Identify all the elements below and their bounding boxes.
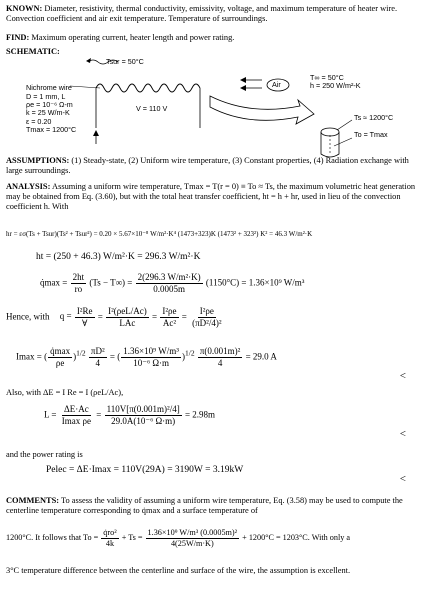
power-text: and the power rating is (6, 450, 83, 459)
hr-equation: hr = εσ(Ts + Tsur)(Ts² + Tsur²) = 0.20 × 5.67×10⁻⁸ W/m²·K⁴ (1473+323)K (1473² + 323²) K² = 46.3 W/m²·K (6, 230, 313, 238)
qmax-fraction-2 (136, 272, 203, 295)
result-marker-power: < (399, 473, 406, 485)
comments-label: COMMENTS: (6, 496, 60, 505)
imax-rhs: = 29.0 A (245, 351, 277, 362)
to-label: To = Tmax (354, 130, 388, 139)
length-fraction-2 (105, 404, 182, 427)
q-def-fraction-1 (75, 306, 95, 329)
imax-f1-num: q̇max (50, 346, 71, 356)
voltage-label: V = 110 V (136, 104, 168, 113)
air-h-label: h = 250 W/m²-K (310, 81, 361, 90)
result-marker-length: < (399, 428, 406, 440)
qmax-rhs: (1150°C) = 1.36×10⁹ W/m³ (205, 277, 305, 288)
known-text: Diameter, resistivity, thermal conductivity, emissivity, voltage, and maximum temperature of heater wire. Convection coefficient and air exit temperature. Temperature of surroundings. (6, 4, 398, 24)
q-def-f3-num: I²ρe (162, 306, 177, 316)
q-def-lhs: q = (59, 311, 72, 322)
find-paragraph (6, 33, 420, 43)
qmax-f2-num: 2(296.3 W/m²·K) (137, 272, 201, 282)
length-equation: L = $\frac{\Delta E\cdot Ac}{\text{Imax ρe}}$ = $\frac{\text{110V[π(0.001m)²/4]}}{\text{29.0A(10⁻⁶ Ω·m)}}$ = 2.98m (44, 404, 216, 426)
length-lhs: L = (44, 409, 57, 420)
q-def-f2-den: LAc (119, 317, 136, 328)
length-f2-num: 110V[π(0.001m)²/4] (106, 404, 180, 414)
air-label: Air (272, 80, 281, 89)
air-temp-label: T∞ = 50°C (310, 73, 344, 82)
qmax-lhs: q̇max = (40, 277, 68, 288)
q-def-fraction-4 (190, 306, 223, 329)
known-paragraph (6, 4, 420, 24)
qmax-f1-den: ro (74, 283, 83, 294)
q-def-f1-num: I²Re (76, 306, 93, 316)
centerline-eq-a: 1200°C. It follows that To = (6, 533, 99, 543)
wire-prop-diameter: D = 1 mm, L (26, 92, 66, 101)
assumptions-text: (1) Steady-state, (2) Uniform wire temperature, (3) Constant properties, (4) Radiation exchange with large surroundings. (6, 156, 409, 176)
length-f1-den: Imax ρe (61, 415, 91, 426)
closing-text: 3°C temperature difference between the centerline and surface of the wire, the assumption is excellent. (6, 566, 351, 575)
imax-pow-1: 1/2 (76, 348, 86, 358)
centerline-fraction-2 (146, 528, 240, 549)
also-text: Also, with ΔE = I Re = I (ρeL/Ac), (6, 388, 124, 397)
centerline-f2-num: 1.36×10⁹ W/m³ (0.0005m)² (147, 528, 238, 537)
known-label: KNOWN: (6, 4, 43, 13)
imax-fraction-3 (121, 346, 181, 369)
centerline-eq-b: + Ts = (121, 533, 143, 543)
imax-f1-den: ρe (55, 357, 65, 368)
hence-text: Hence, with (6, 311, 50, 322)
q-def-eq-3: = (181, 311, 187, 322)
power-equation: Pelec = ΔE·Imax = 110V(29A) = 3190W = 3.19kW (46, 465, 244, 475)
length-rhs: = 2.98m (184, 409, 216, 420)
analysis-paragraph (6, 182, 420, 212)
centerline-equation (6, 528, 350, 549)
find-text: Maximum operating current, heater length and power rating. (31, 33, 235, 42)
assumptions-paragraph (6, 156, 420, 176)
imax-f4-num: π(0.001m)² (199, 346, 241, 356)
imax-fraction-4 (198, 346, 243, 369)
ts-label: Ts ≈ 1200°C (354, 113, 394, 122)
imax-f2-den: 4 (95, 357, 101, 368)
q-def-eq-1: = (97, 311, 103, 322)
imax-f2-num: πD² (90, 346, 105, 356)
wire-prop-emissivity: ε = 0.20 (26, 117, 52, 126)
length-f2-den: 29.0A(10⁻⁶ Ω·m) (111, 415, 176, 426)
qmax-f2-den: 0.0005m (153, 283, 186, 294)
qmax-mid: (Ts − T∞) = (89, 277, 133, 288)
centerline-f1-den: 4k (105, 538, 115, 548)
q-def-f2-num: I²(ρeL/Ac) (108, 306, 147, 316)
schematic-label: SCHEMATIC: (6, 47, 60, 56)
comments-text: To assess the validity of assuming a uniform wire temperature, Eq. (3.58) may be used to compute the centerline temperature corresponding to q̇max and a surface temperature of (6, 496, 403, 516)
imax-pow-2: 1/2 (185, 348, 195, 358)
wire-prop-conductivity: k = 25 W/m-K (26, 108, 70, 117)
comments-paragraph (6, 496, 420, 516)
q-def-fraction-2 (106, 306, 149, 329)
q-def-fraction-3 (160, 306, 178, 329)
centerline-f1-num: q̇ro² (103, 528, 117, 537)
q-definition-equation (6, 306, 225, 329)
imax-fraction-1 (48, 346, 72, 369)
length-f1-num: ΔE·Ac (63, 404, 89, 414)
find-label: FIND: (6, 33, 30, 42)
centerline-fraction-1 (101, 528, 118, 549)
length-fraction-1 (60, 404, 93, 427)
imax-equation: Imax = ( $\frac{q̇\max}{\rho e}$ )$^{1/2}$ $\frac{\text{πD²}}{4}$ = ( $\frac{\text{1.36×10⁹ W/m³}}{\text{10⁻⁶ Ω·m}}$ )$^{1/2}$ $\frac{\text{π(0.001m)²}}{4}$ = 29.0 A (16, 346, 277, 368)
qmax-f1-num: 2ht (72, 272, 85, 282)
analysis-text: Assuming a uniform wire temperature, Tmax = T(r = 0) ≡ To ≈ Ts, the maximum volumetric heat generation may be obtained from Eq. (3.60), but with the total heat transfer coefficient, ht = h + hr, used in lieu of the convection coefficient h. With (6, 182, 416, 212)
q-def-f4-num: I²ρe (199, 306, 214, 316)
q-def-f4-den: (πD²/4)² (192, 317, 222, 328)
centerline-f2-den: 4(25W/m·K) (170, 538, 214, 548)
ht-equation: ht = (250 + 46.3) W/m²·K = 296.3 W/m²·K (36, 252, 201, 262)
wire-title: Nichrome wire (26, 83, 72, 92)
imax-fraction-2 (89, 346, 107, 369)
qmax-fraction-1 (71, 272, 87, 295)
analysis-label: ANALYSIS: (6, 182, 51, 191)
imax-lhs: Imax = (16, 351, 42, 362)
wire-prop-resistivity: ρe = 10⁻⁶ Ω-m (26, 100, 73, 109)
result-marker-imax: < (399, 370, 406, 382)
q-def-eq-2: = (152, 311, 158, 322)
tsur-label: Tsur = 50°C (106, 57, 144, 66)
q-def-f1-den: ∀ (81, 317, 88, 328)
q-def-f3-den: Ac² (162, 317, 177, 328)
wire-prop-tmax: Tmax = 1200°C (26, 125, 77, 134)
imax-f3-den: 10⁻⁶ Ω·m (133, 357, 170, 368)
imax-f4-den: 4 (217, 357, 223, 368)
centerline-eq-c: + 1200°C = 1203°C. With only a (242, 533, 351, 543)
imax-f3-num: 1.36×10⁹ W/m³ (123, 346, 179, 356)
assumptions-label: ASSUMPTIONS: (6, 156, 70, 165)
qmax-equation (40, 272, 305, 295)
